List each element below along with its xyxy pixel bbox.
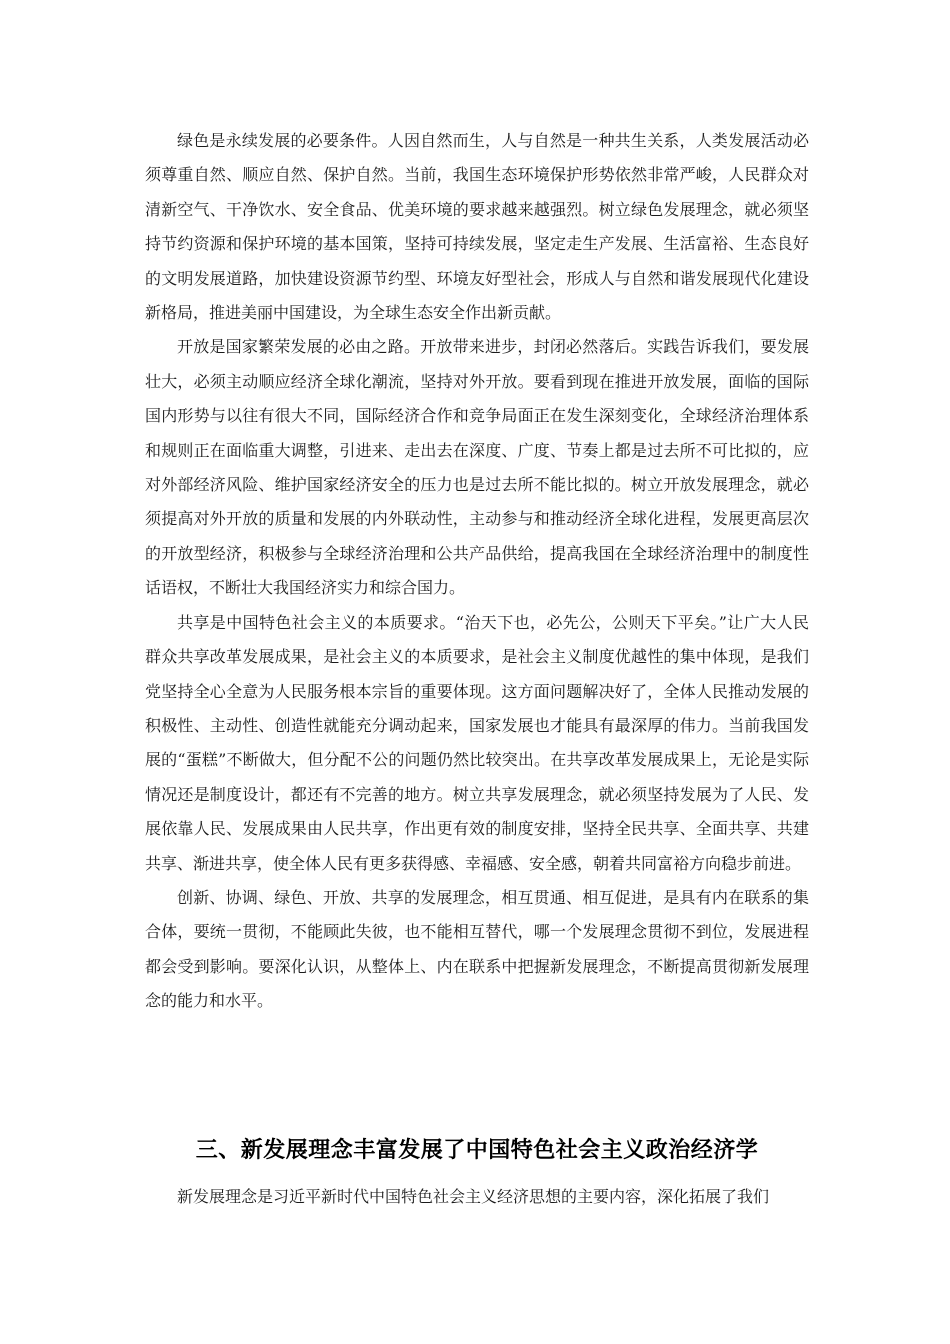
section-heading: 三、新发展理念丰富发展了中国特色社会主义政治经济学 [195, 1138, 759, 1163]
paragraph-continued: 新发展理念是习近平新时代中国特色社会主义经济思想的主要内容，深化拓展了我们 [177, 1187, 770, 1206]
paragraph-summary: 创新、协调、绿色、开放、共享的发展理念，相互贯通、相互促进，是具有内在联系的集合体，要统一贯彻，不能顾此失彼，也不能相互替代，哪一个发展理念贯彻不到位，发展进程都会受到影响。要深化认识，从整体上、内在联系中把握新发展理念，不断提高贯彻新发展理念的能力和水平。 [145, 887, 809, 1011]
paragraph-green: 绿色是永续发展的必要条件。人因自然而生，人与自然是一种共生关系，人类发展活动必须尊重自然、顺应自然、保护自然。当前，我国生态环境保护形势依然非常严峻，人民群众对清新空气、干净饮水、安全食品、优美环境的要求越来越强烈。树立绿色发展理念，就必须坚持节约资源和保护环境的基本国策，坚持可持续发展，坚定走生产发展、生活富裕、生态良好的文明发展道路，加快建设资源节约型、环境友好型社会，形成人与自然和谐发展现代化建设新格局，推进美丽中国建设，为全球生态安全作出新贡献。 [145, 131, 809, 323]
body-text [145, 124, 809, 1019]
paragraph-sharing: 共享是中国特色社会主义的本质要求。“治天下也，必先公，公则天下平矣。”让广大人民群众共享改革发展成果，是社会主义的本质要求，是社会主义制度优越性的集中体现，是我们党坚持全心全意为人民服务根本宗旨的重要体现。这方面问题解决好了，全体人民推动发展的积极性、主动性、创造性就能充分调动起来，国家发展也才能具有最深厚的伟力。当前我国发展的“蛋糕”不断做大，但分配不公的问题仍然比较突出。在共享改革发展成果上，无论是实际情况还是制度设计，都还有不完善的地方。树立共享发展理念，就必须坚持发展为了人民、发展依靠人民、发展成果由人民共享，作出更有效的制度安排，坚持全民共享、全面共享、共建共享、渐进共享，使全体人民有更多获得感、幸福感、安全感，朝着共同富裕方向稳步前进。 [145, 612, 809, 873]
paragraph-openness: 开放是国家繁荣发展的必由之路。开放带来进步，封闭必然落后。实践告诉我们，要发展壮大，必须主动顺应经济全球化潮流，坚持对外开放。要看到现在推进开放发展，面临的国际国内形势与以往有很大不同，国际经济合作和竞争局面正在发生深刻变化，全球经济治理体系和规则正在面临重大调整，引进来、走出去在深度、广度、节奏上都是过去所不可比拟的，应对外部经济风险、维护国家经济安全的压力也是过去所不能比拟的。树立开放发展理念，就必须提高对外开放的质量和发展的内外联动性，主动参与和推动经济全球化进程，发展更高层次的开放型经济，积极参与全球经济治理和公共产品供给，提高我国在全球经济治理中的制度性话语权，不断壮大我国经济实力和综合国力。 [145, 337, 809, 598]
tail-text [145, 1180, 809, 1214]
